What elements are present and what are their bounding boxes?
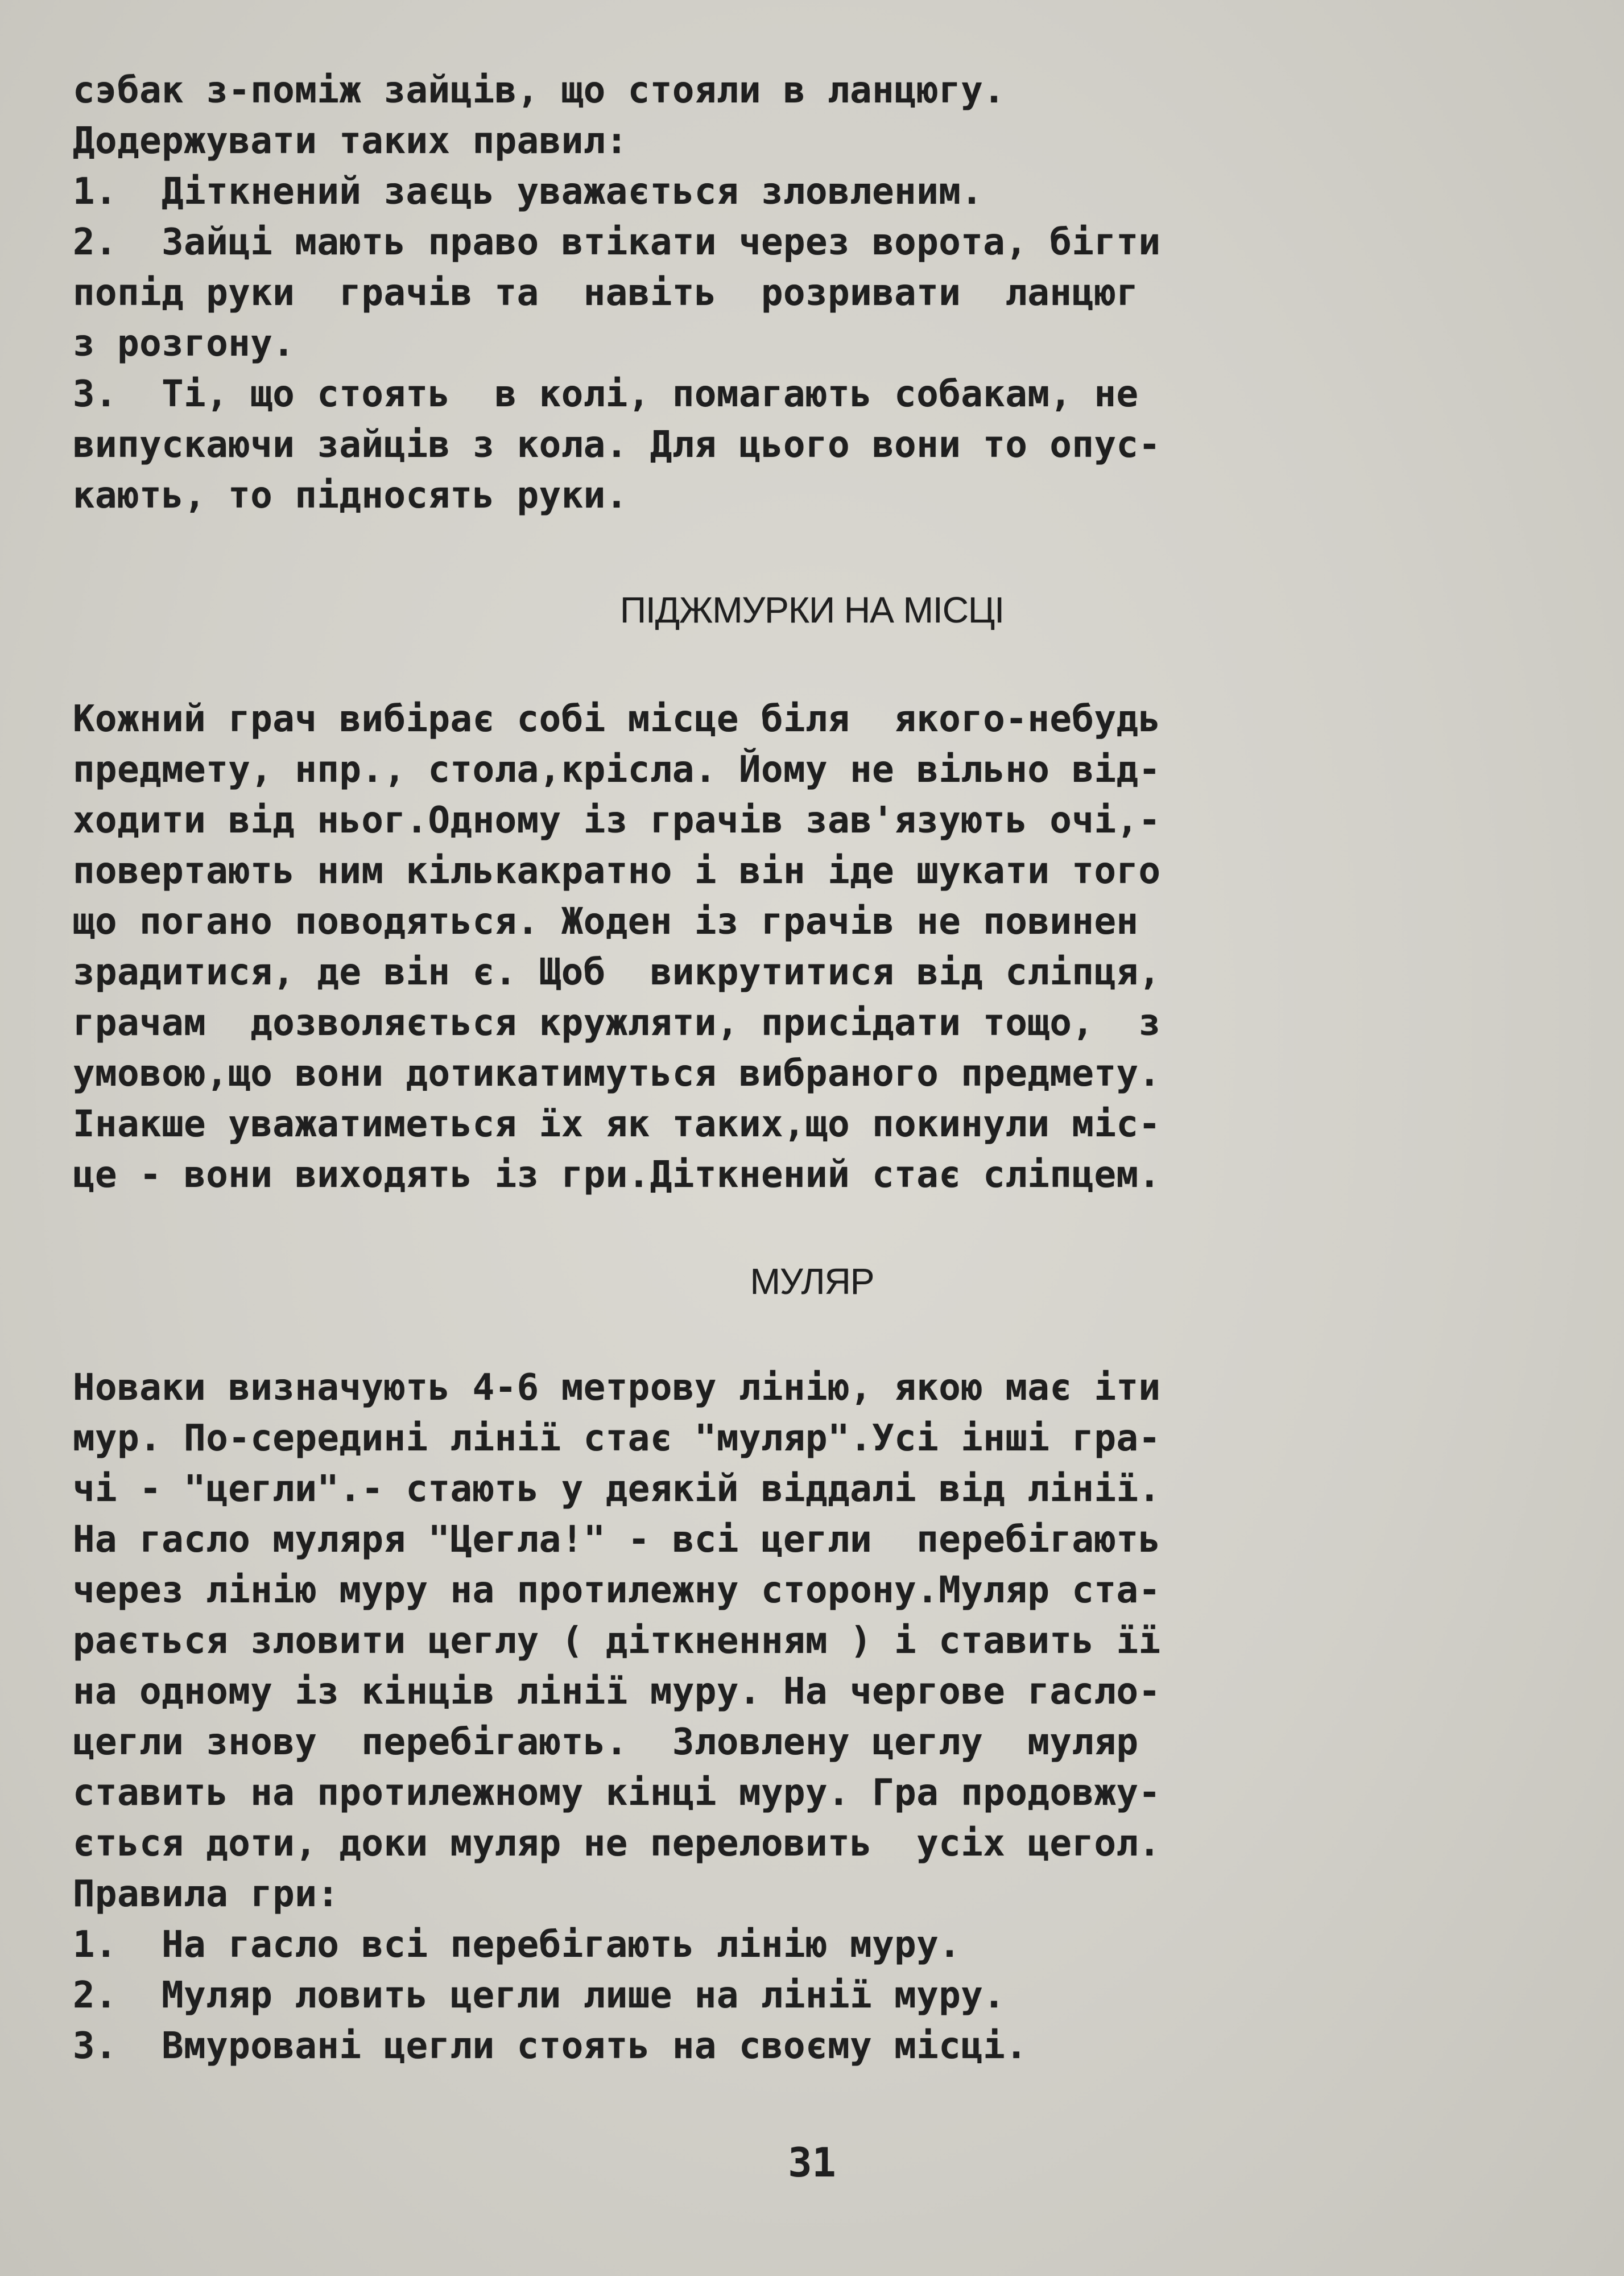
text-line: з розгону. [73, 323, 295, 365]
text-line: 2. Муляр ловить цегли лише на лінії муру. [73, 1974, 1006, 2017]
text-line: рається зловити цеглу ( діткненням ) і ставить її [73, 1620, 1161, 1662]
text-line: чі - "цегли".- стають у деякій віддалі від лінії. [73, 1468, 1161, 1510]
text-line: повертають ним кількакратно і він іде шукати того [73, 850, 1161, 892]
text-line: кають, то підносять руки. [73, 475, 628, 517]
text-line: Кожний грач вибірає собі місце біля якого-небудь [73, 698, 1161, 740]
text-line: ється доти, доки муляр не переловить усіх цегол. [73, 1823, 1161, 1865]
section-heading-mulyar: МУЛЯР [750, 1261, 874, 1302]
text-line: 3. Вмуровані цегли стоять на своєму місці. [73, 2025, 1028, 2067]
text-line: ходити від ньог.Одному із грачів зав'язують очі,- [73, 799, 1161, 842]
text-line: Інакше уважатиметься їх як таких,що покинули міс- [73, 1103, 1161, 1145]
text-block-middle [73, 694, 1563, 1201]
section-heading-pidzhmurky: ПІДЖМУРКИ НА МІСЦІ [619, 589, 1005, 630]
text-line: 2. Зайці мають право втікати через ворота, бігти [73, 221, 1161, 263]
text-line: цегли знову перебігають. Зловлену цеглу муляр [73, 1721, 1139, 1763]
text-line: грачам дозволяється кружляти, присідати тощо, з [73, 1002, 1161, 1044]
text-line: На гасло муляря "Цегла!" - всі цегли перебігають [73, 1519, 1161, 1561]
text-line: умовою,що вони дотикатимуться вибраного предмету. [73, 1053, 1161, 1095]
text-line: що погано поводяться. Жоден із грачів не повинен [73, 901, 1139, 943]
text-line: випускаючи зайців з кола. Для цього вони то опус- [73, 424, 1161, 466]
text-line: 1. На гасло всі перебігають лінію муру. [73, 1924, 961, 1966]
page-number: 31 [788, 2139, 836, 2186]
text-line: 1. Діткнений заєць уважається зловленим. [73, 171, 984, 213]
text-line: Додержувати таких правил: [73, 120, 628, 162]
text-line: зрадитися, де він є. Щоб викрутитися від сліпця, [73, 951, 1161, 993]
text-line: 3. Ті, що стоять в колі, помагають собакам, не [73, 373, 1139, 415]
text-line: предмету, нпр., стола,крісла. Йому не вільно від- [73, 749, 1161, 791]
text-line: ставить на протилежному кінці муру. Гра продовжу- [73, 1772, 1161, 1814]
text-block-bottom [73, 1363, 1563, 2072]
text-line: Новаки визначують 4-6 метрову лінію, якою має іти [73, 1367, 1161, 1409]
text-line: мур. По-середині лінії стає "муляр".Усі інші гра- [73, 1417, 1161, 1459]
text-line: Правила гри: [73, 1873, 340, 1915]
text-line: сэбак з-поміж зайців, що стояли в ланцюгу. [73, 69, 1006, 112]
text-line: це - вони виходять із гри.Діткнений стає сліпцем. [73, 1154, 1161, 1196]
text-line: на одному із кінців лінії муру. На чергове гасло- [73, 1671, 1161, 1713]
text-block-top [73, 65, 1563, 521]
text-line: попід руки грачів та навіть розривати ланцюг [73, 272, 1139, 314]
text-line: через лінію муру на протилежну сторону.Муляр ста- [73, 1569, 1161, 1611]
